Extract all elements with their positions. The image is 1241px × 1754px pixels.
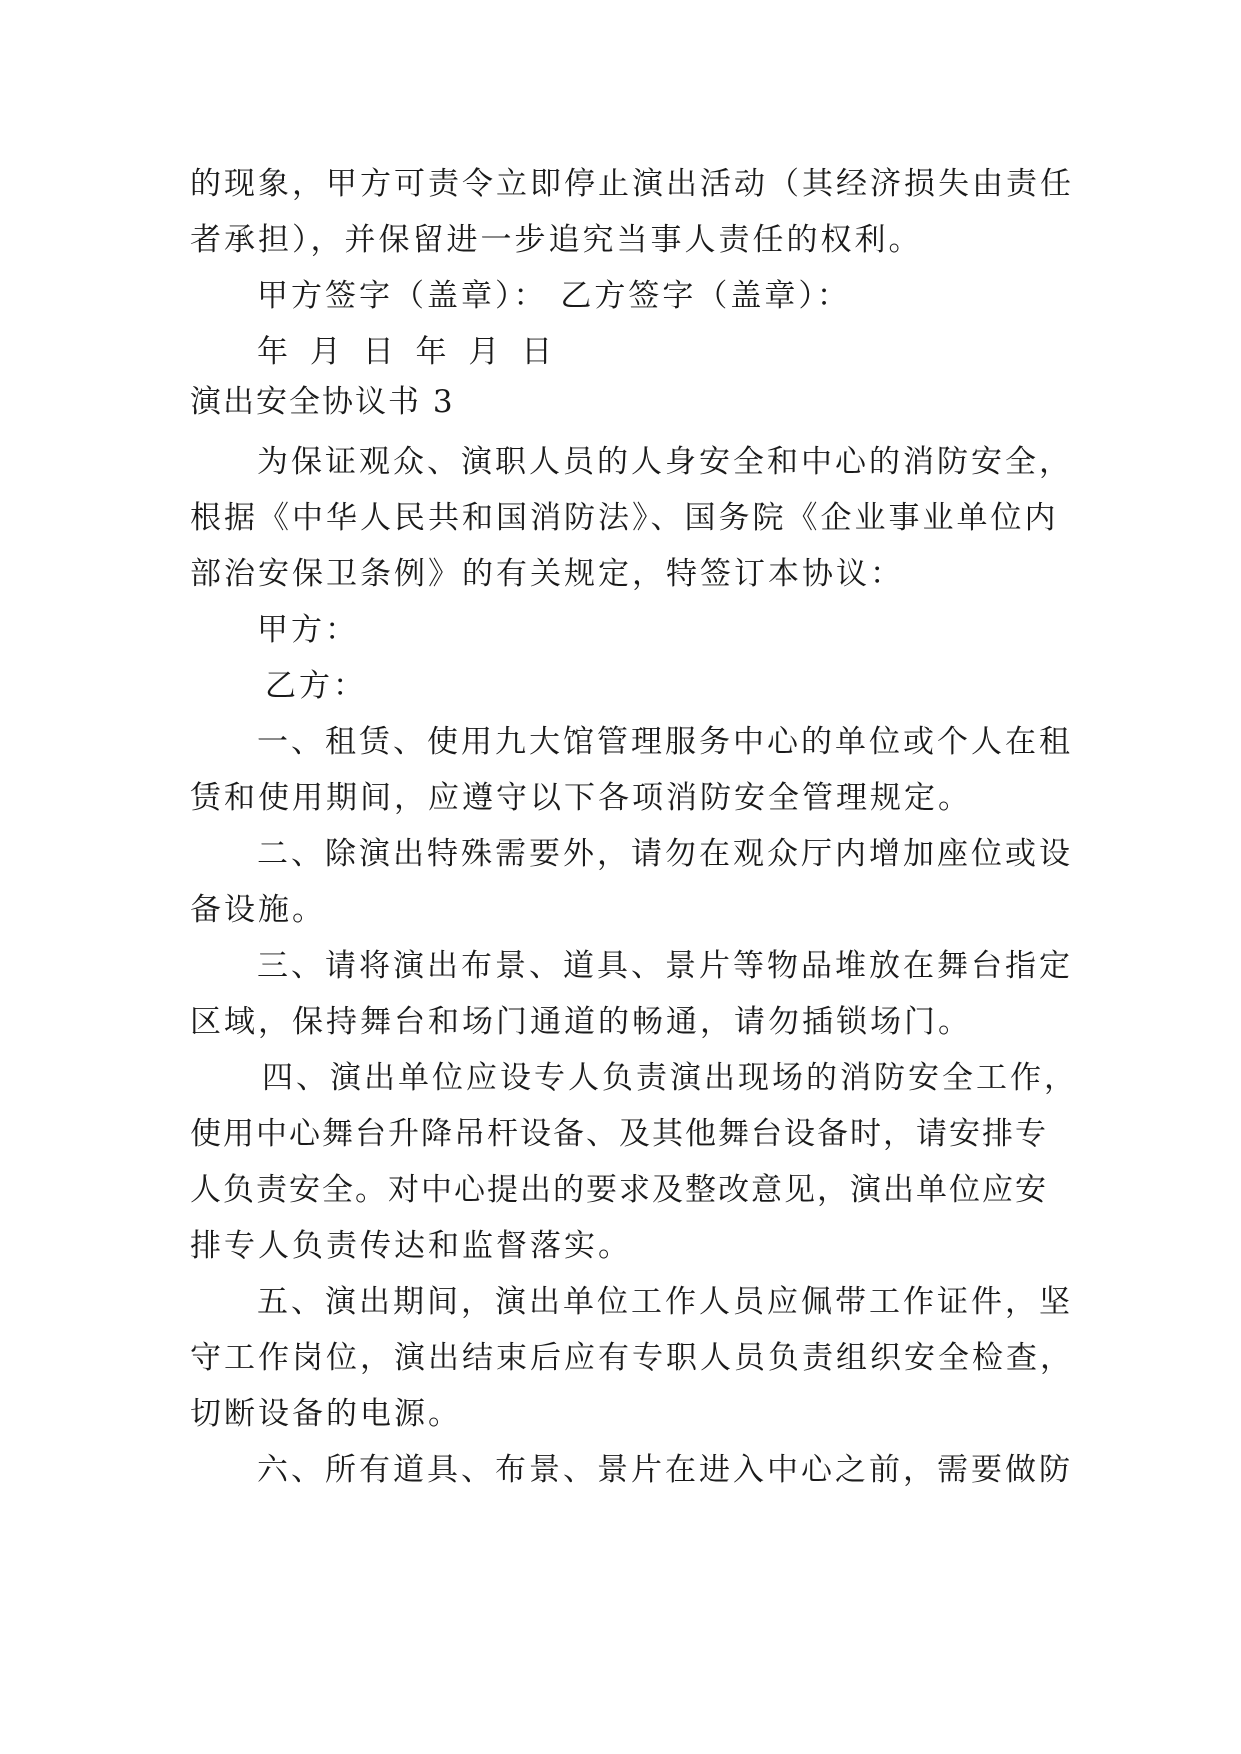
- body-line: 守工作岗位，演出结束后应有专职人员负责组织安全检查，: [190, 1340, 1074, 1376]
- body-line: 五、演出期间，演出单位工作人员应佩带工作证件，坚: [257, 1284, 1073, 1320]
- party-a-line: 甲方：: [257, 612, 359, 648]
- body-line: 三、请将演出布景、道具、景片等物品堆放在舞台指定: [257, 948, 1073, 984]
- body-line: 根据《中华人民共和国消防法》、国务院《企业事业单位内: [190, 500, 1059, 536]
- body-line: 为保证观众、演职人员的人身安全和中心的消防安全，: [257, 444, 1073, 480]
- body-line: 的现象，甲方可责令立即停止演出活动（其经济损失由责任: [190, 166, 1074, 202]
- body-line: 四、演出单位应设专人负责演出现场的消防安全工作，: [262, 1060, 1078, 1096]
- body-line: 切断设备的电源。: [190, 1396, 462, 1432]
- body-line: 赁和使用期间，应遵守以下各项消防安全管理规定。: [190, 780, 972, 816]
- body-line: 部治安保卫条例》的有关规定，特签订本协议：: [190, 556, 904, 592]
- section-title: 演出安全协议书 3: [190, 384, 455, 420]
- body-line: 六、所有道具、布景、景片在进入中心之前，需要做防: [257, 1452, 1073, 1488]
- party-b-line: 乙方：: [265, 668, 367, 704]
- body-line: 使用中心舞台升降吊杆设备、及其他舞台设备时，请安排专: [190, 1116, 1048, 1152]
- signature-line: 甲方签字（盖章）： 乙方签字（盖章）：: [257, 278, 851, 314]
- date-line: 年 月 日 年 月 日: [257, 334, 559, 370]
- body-line: 一、租赁、使用九大馆管理服务中心的单位或个人在租: [257, 724, 1073, 760]
- body-line: 者承担），并保留进一步追究当事人责任的权利。: [190, 222, 923, 258]
- body-line: 人负责安全。对中心提出的要求及整改意见，演出单位应安: [190, 1172, 1048, 1208]
- body-line: 排专人负责传达和监督落实。: [190, 1228, 632, 1264]
- body-line: 备设施。: [190, 892, 326, 928]
- body-line: 二、除演出特殊需要外，请勿在观众厅内增加座位或设: [257, 836, 1073, 872]
- body-line: 区域，保持舞台和场门通道的畅通，请勿插锁场门。: [190, 1004, 972, 1040]
